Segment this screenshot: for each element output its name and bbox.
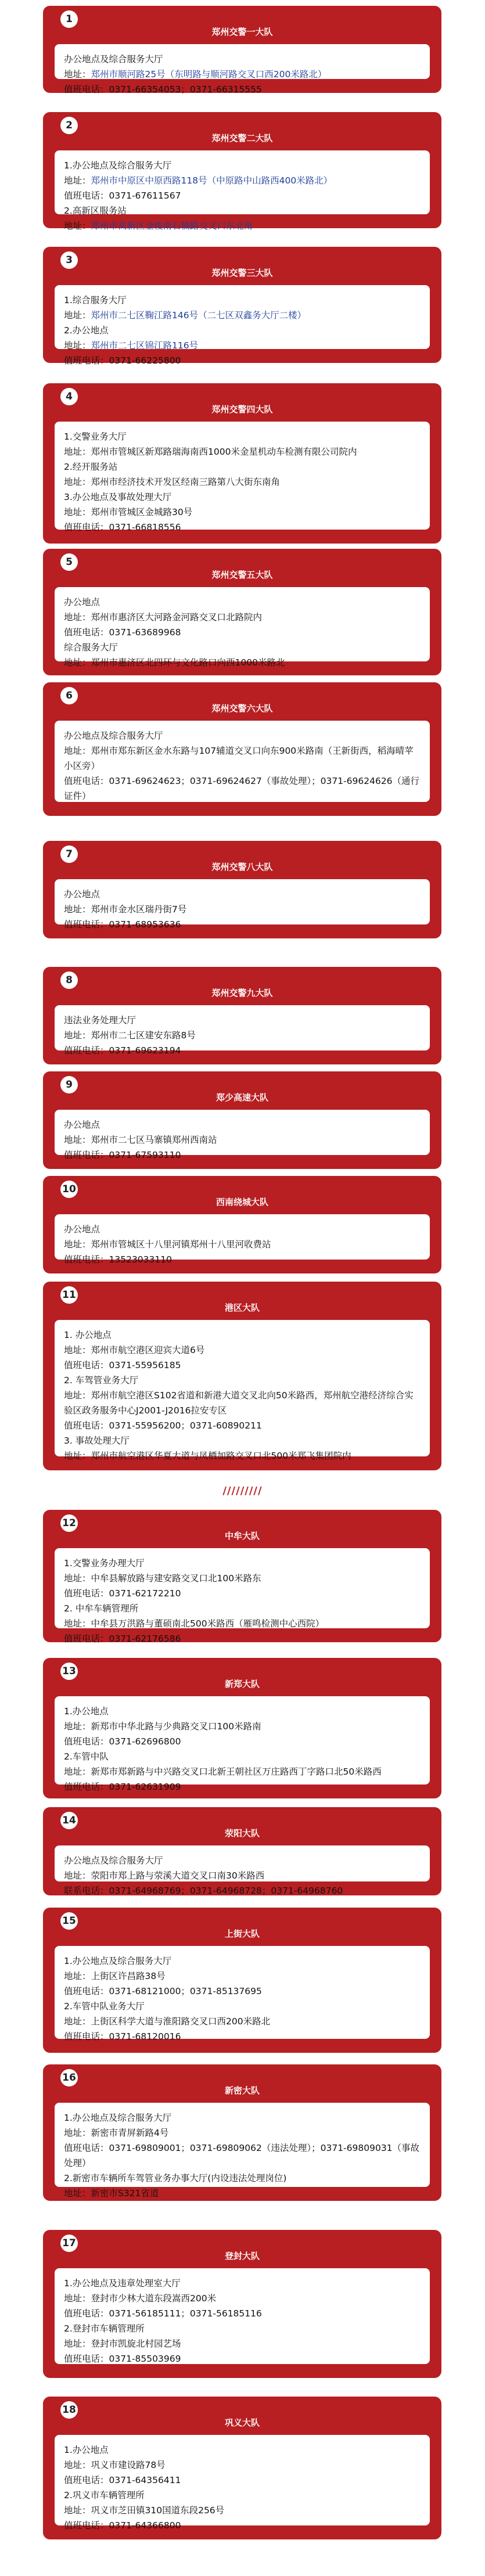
info-text: 2. 中牟车辆管理所 bbox=[64, 1603, 139, 1614]
info-line bbox=[64, 1252, 421, 1267]
card-content bbox=[55, 1005, 430, 1056]
info-line bbox=[64, 2276, 421, 2291]
info-text: 地址：郑州市惠济区大河路金河路交叉口北路院内 bbox=[64, 612, 263, 623]
info-text: 联系电话：0371-64968769；0371-64968728；0371-64968760 bbox=[64, 1886, 343, 1896]
info-line bbox=[64, 2488, 421, 2503]
info-line bbox=[64, 1779, 421, 1794]
info-line bbox=[64, 2186, 421, 2201]
info-text: 值班电话：0371-62176586 bbox=[64, 1634, 181, 1644]
info-text: 值班电话：0371-66225800 bbox=[64, 355, 181, 366]
card-content bbox=[55, 285, 430, 366]
info-line bbox=[64, 640, 421, 655]
section-divider: ///////// bbox=[222, 1485, 263, 1497]
station-card-14 bbox=[43, 1807, 441, 1895]
card-number-badge: 3 bbox=[60, 251, 78, 269]
info-text: 地址：郑州市管城区金城路30号 bbox=[64, 507, 193, 517]
info-text: 地址：巩义市建设路78号 bbox=[64, 2460, 166, 2470]
card-number-badge: 14 bbox=[60, 1812, 78, 1829]
info-text: 地址：新密市S321省道 bbox=[64, 2188, 159, 2199]
info-line bbox=[64, 917, 421, 932]
info-text: 2.办公地点 bbox=[64, 325, 109, 336]
card-content bbox=[55, 587, 430, 668]
card-title: 郑州交警九大队 bbox=[211, 988, 273, 998]
info-text: 地址：新郑市郑新路与中兴路交叉口北新王朝社区万庄路西丁字路口北50米路西 bbox=[64, 1766, 382, 1777]
info-line bbox=[64, 2110, 421, 2125]
info-text: 地址：郑州市航空港区S102省道和新港大道交叉北向50米路西，郑州航空港经济综合实验区政务服务中心J2001-J2016拉安专区 bbox=[64, 1390, 414, 1416]
info-text: 1.办公地点及综合服务大厅 bbox=[64, 160, 172, 171]
info-line bbox=[64, 1734, 421, 1749]
info-line bbox=[64, 1556, 421, 1571]
info-line bbox=[64, 1586, 421, 1601]
info-text: 2.登封市车辆管理所 bbox=[64, 2323, 145, 2334]
card-content bbox=[55, 1946, 430, 2042]
card-title: 郑州交警三大队 bbox=[211, 268, 273, 278]
info-line bbox=[64, 1222, 421, 1237]
card-content bbox=[55, 1214, 430, 1265]
info-text: 地址：中牟县解放路与建安路交叉口北100米路东 bbox=[64, 1573, 261, 1584]
info-text: 地址：郑州市航空港区迎宾大道6号 bbox=[64, 1345, 205, 1355]
info-line bbox=[64, 459, 421, 474]
info-text: 值班电话：0371-68953636 bbox=[64, 919, 181, 930]
address-text: 郑州市二七区锦江路116号 bbox=[91, 340, 199, 351]
card-number-badge: 13 bbox=[60, 1663, 78, 1680]
info-text: 综合服务大厅 bbox=[64, 642, 118, 653]
info-line bbox=[64, 2306, 421, 2321]
info-line bbox=[64, 188, 421, 203]
card-number-badge: 5 bbox=[60, 553, 78, 571]
info-text: 办公地点 bbox=[64, 889, 100, 900]
info-text: 地址：郑州市惠济区北四环与文化路口向西1000米路北 bbox=[64, 657, 285, 668]
info-text: 值班电话：0371-56185111；0371-56185116 bbox=[64, 2308, 262, 2319]
card-number-badge: 12 bbox=[60, 1514, 78, 1532]
info-text: 1.办公地点及违章处理室大厅 bbox=[64, 2278, 181, 2289]
info-line bbox=[64, 1953, 421, 1969]
info-line bbox=[64, 902, 421, 917]
info-text: 地址：郑州市航空港区华夏大道与凤栖加路交叉口北500米郑飞集团院内 bbox=[64, 1451, 351, 1461]
info-text: 值班电话：0371-69624623；0371-69624627（事故处理）；0371-69624626（通行证件） bbox=[64, 776, 420, 801]
card-title: 郑州交警一大队 bbox=[211, 27, 273, 37]
info-line bbox=[64, 1883, 421, 1898]
info-line bbox=[64, 1117, 421, 1132]
info-line bbox=[64, 887, 421, 902]
card-number-badge: 11 bbox=[60, 1286, 78, 1304]
info-text: 1.交警业务办理大厅 bbox=[64, 1558, 145, 1568]
info-line bbox=[64, 1616, 421, 1631]
info-text: 2.车管中队业务大厅 bbox=[64, 2001, 145, 2012]
station-card-17 bbox=[43, 2230, 441, 2378]
info-line bbox=[64, 67, 421, 82]
info-text: 地址：登封市少林大道东段嵩西200米 bbox=[64, 2293, 217, 2304]
info-line bbox=[64, 1601, 421, 1616]
info-line bbox=[64, 1631, 421, 1646]
card-title: 新密大队 bbox=[224, 2085, 260, 2096]
info-line bbox=[64, 1147, 421, 1163]
info-text: 1.办公地点及综合服务大厅 bbox=[64, 1956, 172, 1966]
info-line bbox=[64, 1999, 421, 2014]
info-text: 1.办公地点及综合服务大厅 bbox=[64, 2113, 172, 2123]
info-text: 办公地点 bbox=[64, 1120, 100, 1130]
card-title: 郑州交警四大队 bbox=[211, 404, 273, 415]
address-text: 郑州市二七区鞠江路146号（二七区双鑫务大厅二楼） bbox=[91, 310, 307, 321]
info-text: 办公地点及综合服务大厅 bbox=[64, 1855, 163, 1866]
card-title: 郑少高速大队 bbox=[215, 1092, 268, 1103]
info-text: 1.交警业务大厅 bbox=[64, 431, 127, 442]
info-text: 2.车管中队 bbox=[64, 1751, 109, 1762]
info-line bbox=[64, 429, 421, 444]
info-line bbox=[64, 1433, 421, 1448]
info-line bbox=[64, 2321, 421, 2336]
station-card-4 bbox=[43, 383, 441, 544]
info-text: 值班电话：0371-62172210 bbox=[64, 1588, 181, 1599]
info-text: 值班电话：0371-68121000；0371-85137695 bbox=[64, 1986, 262, 1996]
card-content bbox=[55, 44, 430, 95]
card-number-badge: 8 bbox=[60, 972, 78, 989]
station-card-10 bbox=[43, 1176, 441, 1273]
card-number-badge: 9 bbox=[60, 1076, 78, 1093]
info-text: 3.办公地点及事故处理大厅 bbox=[64, 492, 172, 502]
info-line bbox=[64, 2351, 421, 2366]
card-number-badge: 1 bbox=[60, 10, 78, 28]
info-text: 2.高新区服务站 bbox=[64, 206, 127, 216]
info-text: 地址：巩义市芝田镇310国道东段256号 bbox=[64, 2505, 225, 2516]
info-text: 地址：郑州市管城区新郑路瑞海南西1000米金星机动车检测有限公司院内 bbox=[64, 447, 357, 457]
card-content bbox=[55, 150, 430, 231]
info-text: 3. 事故处理大厅 bbox=[64, 1435, 130, 1446]
info-text: 地址：登封市凯旋北村园艺场 bbox=[64, 2338, 181, 2349]
info-line bbox=[64, 203, 421, 218]
info-text: 地址：郑州市二七区马寨镇郑州西南站 bbox=[64, 1135, 217, 1145]
info-line bbox=[64, 1028, 421, 1043]
info-text: 值班电话：13523033110 bbox=[64, 1254, 172, 1265]
info-line bbox=[64, 1343, 421, 1358]
info-line bbox=[64, 2014, 421, 2029]
card-title: 上街大队 bbox=[224, 1929, 260, 1939]
info-line bbox=[64, 2442, 421, 2458]
info-line bbox=[64, 158, 421, 173]
info-text: 1.办公地点 bbox=[64, 1706, 109, 1717]
info-line bbox=[64, 520, 421, 535]
info-line bbox=[64, 353, 421, 368]
station-card-11 bbox=[43, 1282, 441, 1470]
info-line bbox=[64, 323, 421, 338]
info-text: 地址： bbox=[64, 340, 91, 351]
info-line bbox=[64, 505, 421, 520]
info-line bbox=[64, 218, 421, 233]
info-line bbox=[64, 1571, 421, 1586]
station-card-8 bbox=[43, 967, 441, 1064]
info-text: 地址：郑州市二七区建安东路8号 bbox=[64, 1030, 196, 1041]
info-line bbox=[64, 308, 421, 323]
station-card-9 bbox=[43, 1071, 441, 1169]
info-text: 值班电话：0371-55956200；0371-60890211 bbox=[64, 1420, 262, 1431]
station-card-7 bbox=[43, 841, 441, 938]
info-text: 值班电话：0371-69623194 bbox=[64, 1045, 181, 1056]
info-text: 违法业务处理大厅 bbox=[64, 1015, 136, 1026]
info-line bbox=[64, 2473, 421, 2488]
info-text: 办公地点 bbox=[64, 597, 100, 607]
station-card-6 bbox=[43, 682, 441, 816]
info-line bbox=[64, 1969, 421, 1984]
info-text: 地址： bbox=[64, 69, 91, 80]
card-title: 郑州交警八大队 bbox=[211, 862, 273, 872]
info-text: 2.巩义市车辆管理所 bbox=[64, 2490, 145, 2501]
info-text: 地址：郑州市管城区十八里河镇郑州十八里河收费站 bbox=[64, 1239, 271, 1250]
address-text: 郑州市高新区金梭南石楠路交叉口东北角 bbox=[91, 221, 253, 231]
card-number-badge: 15 bbox=[60, 1912, 78, 1930]
info-text: 值班电话：0371-68120016 bbox=[64, 2031, 181, 2042]
card-title: 中牟大队 bbox=[224, 1531, 260, 1541]
card-number-badge: 18 bbox=[60, 2401, 78, 2419]
info-line bbox=[64, 2291, 421, 2306]
info-line bbox=[64, 2171, 421, 2186]
info-text: 地址：上街区科学大道与淮阳路交叉口西200米路北 bbox=[64, 2016, 271, 2027]
info-text: 2. 车驾管业务大厅 bbox=[64, 1375, 139, 1386]
info-line bbox=[64, 1358, 421, 1373]
info-text: 值班电话：0371-67611567 bbox=[64, 190, 181, 201]
info-text: 地址：郑州市郑东新区金水东路与107辅道交叉口向东900米路南（王新街西，稻海晴苹小区旁） bbox=[64, 746, 414, 771]
info-text: 1.办公地点 bbox=[64, 2445, 109, 2455]
info-text: 值班电话：0371-66818556 bbox=[64, 522, 181, 533]
station-card-16 bbox=[43, 2064, 441, 2201]
card-title: 登封大队 bbox=[224, 2251, 260, 2261]
info-line bbox=[64, 1984, 421, 1999]
card-content bbox=[55, 879, 430, 930]
info-line bbox=[64, 1719, 421, 1734]
info-line bbox=[64, 1704, 421, 1719]
card-number-badge: 10 bbox=[60, 1181, 78, 1198]
info-line bbox=[64, 474, 421, 490]
info-text: 值班电话：0371-62631909 bbox=[64, 1782, 181, 1792]
card-title: 新郑大队 bbox=[224, 1679, 260, 1689]
info-text: 地址：荥阳市郑上路与荥溪大道交叉口南30米路西 bbox=[64, 1870, 265, 1881]
card-title: 郑州交警六大队 bbox=[211, 703, 273, 714]
info-line bbox=[64, 655, 421, 670]
info-text: 值班电话：0371-66354053；0371-66315555 bbox=[64, 84, 262, 95]
info-line bbox=[64, 1853, 421, 1868]
info-line bbox=[64, 1868, 421, 1883]
info-line bbox=[64, 2503, 421, 2518]
info-text: 2.经开服务站 bbox=[64, 462, 118, 472]
station-card-1 bbox=[43, 6, 441, 93]
info-line bbox=[64, 2518, 421, 2533]
info-text: 值班电话：0371-69809001；0371-69809062（违法处理）；0371-69809031（事故处理） bbox=[64, 2143, 420, 2168]
card-content bbox=[55, 422, 430, 533]
info-line bbox=[64, 2125, 421, 2140]
info-text: 地址：郑州市金水区瑞丹街7号 bbox=[64, 904, 187, 915]
info-text: 地址： bbox=[64, 310, 91, 321]
info-text: 值班电话：0371-64356411 bbox=[64, 2475, 181, 2485]
station-card-5 bbox=[43, 549, 441, 675]
station-card-3 bbox=[43, 247, 441, 366]
card-content bbox=[55, 2435, 430, 2531]
info-text: 办公地点 bbox=[64, 1224, 100, 1235]
station-card-13 bbox=[43, 1658, 441, 1798]
info-line bbox=[64, 773, 421, 804]
info-text: 2.新密市车辆所车驾管业务办事大厅(内设违法处理岗位) bbox=[64, 2173, 287, 2183]
info-line bbox=[64, 1749, 421, 1764]
info-line bbox=[64, 293, 421, 308]
info-text: 地址：新郑市中华北路与少典路交叉口100米路南 bbox=[64, 1721, 261, 1732]
info-line bbox=[64, 52, 421, 67]
info-line bbox=[64, 2140, 421, 2171]
info-line bbox=[64, 338, 421, 353]
info-text: 值班电话：0371-85503969 bbox=[64, 2354, 181, 2364]
station-card-2 bbox=[43, 112, 441, 231]
info-line bbox=[64, 625, 421, 640]
card-content bbox=[55, 2103, 430, 2199]
info-line bbox=[64, 1373, 421, 1388]
info-text: 1.综合服务大厅 bbox=[64, 295, 127, 305]
card-content bbox=[55, 721, 430, 802]
info-text: 办公地点及综合服务大厅 bbox=[64, 54, 163, 64]
card-number-badge: 6 bbox=[60, 687, 78, 704]
card-number-badge: 7 bbox=[60, 846, 78, 863]
info-line bbox=[64, 595, 421, 610]
info-text: 地址：上街区许昌路38号 bbox=[64, 1971, 166, 1981]
station-card-12 bbox=[43, 1510, 441, 1642]
address-text: 郑州市中原区中原西路118号（中原路中山路西400米路北） bbox=[91, 175, 333, 186]
info-line bbox=[64, 1132, 421, 1147]
info-line bbox=[64, 1418, 421, 1433]
card-number-badge: 16 bbox=[60, 2069, 78, 2086]
info-text: 地址：中牟县万洪路与董硕南北500米路西（雁鸣检测中心西院） bbox=[64, 1618, 325, 1629]
info-text: 值班电话：0371-62696800 bbox=[64, 1736, 181, 1747]
info-line bbox=[64, 490, 421, 505]
info-line bbox=[64, 743, 421, 773]
info-line bbox=[64, 2029, 421, 2044]
info-text: 地址： bbox=[64, 221, 91, 231]
info-line bbox=[64, 173, 421, 188]
info-line bbox=[64, 444, 421, 459]
card-title: 荥阳大队 bbox=[224, 1828, 260, 1839]
card-content bbox=[55, 1320, 430, 1461]
station-card-15 bbox=[43, 1908, 441, 2053]
card-number-badge: 2 bbox=[60, 117, 78, 134]
info-line bbox=[64, 1448, 421, 1463]
info-line bbox=[64, 728, 421, 743]
card-content bbox=[55, 1696, 430, 1792]
card-title: 西南绕城大队 bbox=[215, 1197, 268, 1207]
info-text: 1. 办公地点 bbox=[64, 1330, 112, 1340]
card-number-badge: 4 bbox=[60, 388, 78, 405]
info-text: 值班电话：0371-55956185 bbox=[64, 1360, 181, 1370]
info-line bbox=[64, 1043, 421, 1058]
card-content bbox=[55, 1548, 430, 1644]
card-content bbox=[55, 1845, 430, 1896]
info-line bbox=[64, 2336, 421, 2351]
card-title: 郑州交警五大队 bbox=[211, 570, 273, 580]
card-title: 郑州交警二大队 bbox=[211, 133, 273, 143]
info-line bbox=[64, 1237, 421, 1252]
station-card-18 bbox=[43, 2397, 441, 2539]
info-line bbox=[64, 2458, 421, 2473]
info-text: 值班电话：0371-64366800 bbox=[64, 2520, 181, 2531]
info-text: 地址：新密市青屏新路4号 bbox=[64, 2128, 169, 2138]
info-line bbox=[64, 1327, 421, 1343]
card-title: 港区大队 bbox=[224, 1303, 260, 1313]
info-line bbox=[64, 1764, 421, 1779]
info-line bbox=[64, 610, 421, 625]
address-text: 郑州市顺河路25号（东明路与顺河路交叉口西200米路北） bbox=[91, 69, 327, 80]
info-line bbox=[64, 1388, 421, 1418]
info-line bbox=[64, 82, 421, 97]
card-content bbox=[55, 2268, 430, 2364]
card-number-badge: 17 bbox=[60, 2235, 78, 2252]
card-title: 巩义大队 bbox=[224, 2417, 260, 2428]
info-text: 值班电话：0371-63689968 bbox=[64, 627, 181, 638]
info-text: 地址： bbox=[64, 175, 91, 186]
info-text: 地址：郑州市经济技术开发区经南三路第八大街东南角 bbox=[64, 477, 281, 487]
info-line bbox=[64, 1013, 421, 1028]
info-text: 值班电话：0371-67593110 bbox=[64, 1150, 181, 1160]
info-text: 办公地点及综合服务大厅 bbox=[64, 731, 163, 741]
card-content bbox=[55, 1110, 430, 1160]
